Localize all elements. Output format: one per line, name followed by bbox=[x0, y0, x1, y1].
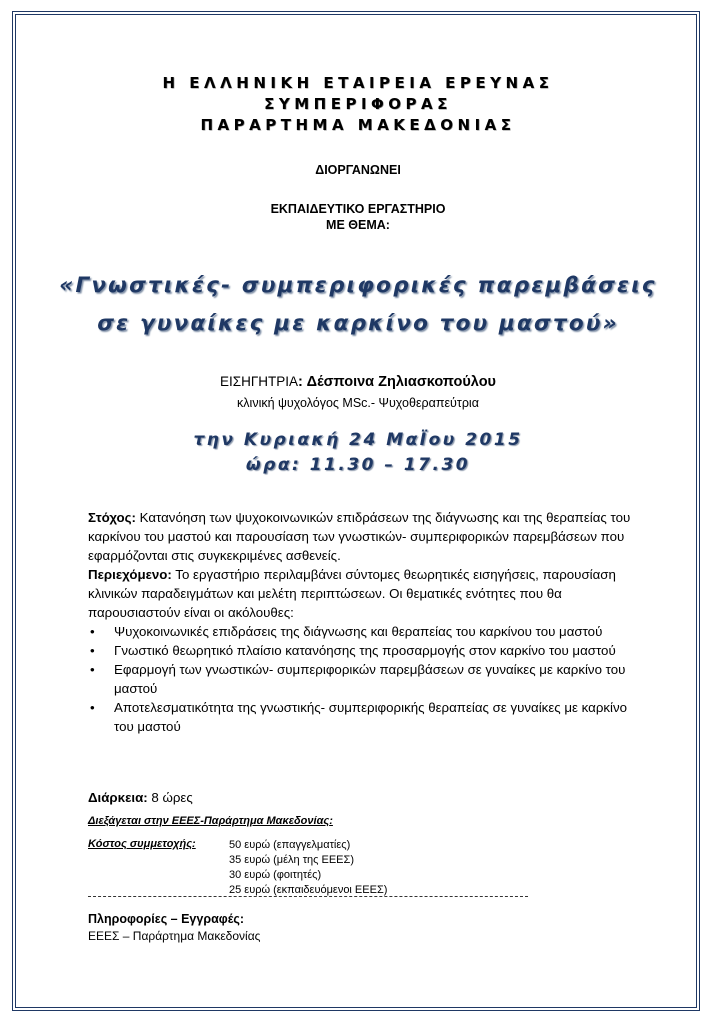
description-body bbox=[88, 508, 633, 736]
list-item bbox=[88, 622, 633, 641]
goal-paragraph bbox=[88, 508, 633, 565]
event-date: την Κυριακή 24 ΜαΪου 2015 bbox=[193, 430, 523, 450]
event-schedule bbox=[0, 428, 716, 478]
speaker-role: κλινική ψυχολόγος MSc.- Ψυχοθεραπεύτρια bbox=[237, 396, 479, 410]
goal-label: Στόχος: bbox=[88, 510, 136, 525]
contents-paragraph bbox=[88, 565, 633, 622]
organization-name bbox=[0, 73, 716, 136]
dashed-divider bbox=[88, 896, 528, 897]
duration-value: 8 ώρες bbox=[147, 790, 193, 805]
cost-list bbox=[229, 838, 387, 898]
topics-list bbox=[88, 622, 633, 736]
venue-line bbox=[88, 815, 333, 827]
list-item bbox=[88, 660, 633, 698]
list-item-text: Γνωστικό θεωρητικό πλαίσιο κατανόησης της προσαρμογής στον καρκίνο του μαστού bbox=[114, 643, 616, 658]
bullet-icon: • bbox=[90, 643, 95, 658]
contents-label: Περιεχόμενο: bbox=[88, 567, 172, 582]
duration-line bbox=[88, 790, 193, 805]
venue-colon: : bbox=[329, 815, 333, 827]
org-line-3: ΠΑΡΑΡΤΗΜΑ ΜΑΚΕΔΟΝΙΑΣ bbox=[200, 116, 516, 134]
cost-label: Κόστος συμμετοχής: bbox=[88, 838, 196, 850]
list-item-text: Αποτελεσματικότητα της γνωστικής- συμπεριφορικής θεραπείας σε γυναίκες με καρκίνο του μαστού bbox=[114, 700, 628, 734]
workshop-heading bbox=[0, 201, 716, 233]
cost-item: 30 ευρώ (φοιτητές) bbox=[229, 869, 322, 881]
org-line-1: Η ΕΛΛΗΝΙΚΗ ΕΤΑΙΡΕΙΑ ΕΡΕΥΝΑΣ bbox=[162, 74, 554, 92]
event-time: ώρα: 11.30 – 17.30 bbox=[245, 455, 471, 475]
list-item bbox=[88, 641, 633, 660]
org-line-2: ΣΥΜΠΕΡΙΦΟΡΑΣ bbox=[264, 95, 452, 113]
info-title: Πληροφορίες – Εγγραφές: bbox=[88, 912, 244, 926]
venue-text: Διεξάγεται στην ΕΕΕΣ-Παράρτημα Μακεδονίας bbox=[88, 815, 330, 827]
workshop-line-1: ΕΚΠΑΙΔΕΥΤΙΚΟ ΕΡΓΑΣΤΗΡΙΟ bbox=[270, 202, 446, 216]
bullet-icon: • bbox=[90, 700, 95, 715]
info-text: ΕΕΕΣ – Παράρτημα Μακεδονίας bbox=[88, 929, 261, 943]
speaker-colon: : bbox=[298, 374, 303, 390]
list-item bbox=[88, 698, 633, 736]
speaker-label: ΕΙΣΗΓΗΤΡΙΑ bbox=[219, 374, 299, 389]
topic-line-1: «Γνωστικές- συμπεριφορικές παρεμβάσεις bbox=[59, 273, 657, 298]
speaker-line bbox=[0, 372, 716, 392]
duration-label: Διάρκεια: bbox=[88, 790, 148, 805]
list-item-text: Εφαρμογή των γνωστικών- συμπεριφορικών παρεμβάσεων σε γυναίκες με καρκίνο του μαστού bbox=[114, 662, 626, 696]
topic-line-2: σε γυναίκες με καρκίνο του μαστού» bbox=[97, 311, 619, 336]
cost-item: 50 ευρώ (επαγγελματίες) bbox=[229, 839, 351, 851]
cost-item: 25 ευρώ (εκπαιδευόμενοι ΕΕΕΣ) bbox=[229, 884, 388, 896]
organizes-label: ΔΙΟΡΓΑΝΩΝΕΙ bbox=[315, 163, 401, 177]
cost-item: 35 ευρώ (μέλη της ΕΕΕΣ) bbox=[229, 854, 354, 866]
goal-text: Κατανόηση των ψυχοκοινωνικών επιδράσεων της διάγνωσης και της θεραπείας του καρκίνου του μαστού και παρουσίαση των γνωστικών- συμπεριφορικών παρεμβάσεων που εφαρμόζονται στις συγκεκριμένες ασθενείς. bbox=[88, 510, 631, 563]
bullet-icon: • bbox=[90, 624, 95, 639]
bullet-icon: • bbox=[90, 662, 95, 677]
workshop-line-2: ΜΕ ΘΕΜΑ: bbox=[326, 218, 390, 232]
workshop-topic bbox=[0, 267, 716, 343]
list-item-text: Ψυχοκοινωνικές επιδράσεις της διάγνωσης και θεραπείας του καρκίνου του μαστού bbox=[114, 624, 603, 639]
speaker-name: Δέσποινα Ζηλιασκοπούλου bbox=[306, 374, 496, 390]
contents-text: Το εργαστήριο περιλαμβάνει σύντομες θεωρητικές εισηγήσεις, παρουσίαση κλινικών παραδειγμάτων και μελέτη περιπτώσεων. Οι θεματικές ενότητες που θα παρουσιαστούν είναι οι ακόλουθες: bbox=[88, 567, 616, 620]
